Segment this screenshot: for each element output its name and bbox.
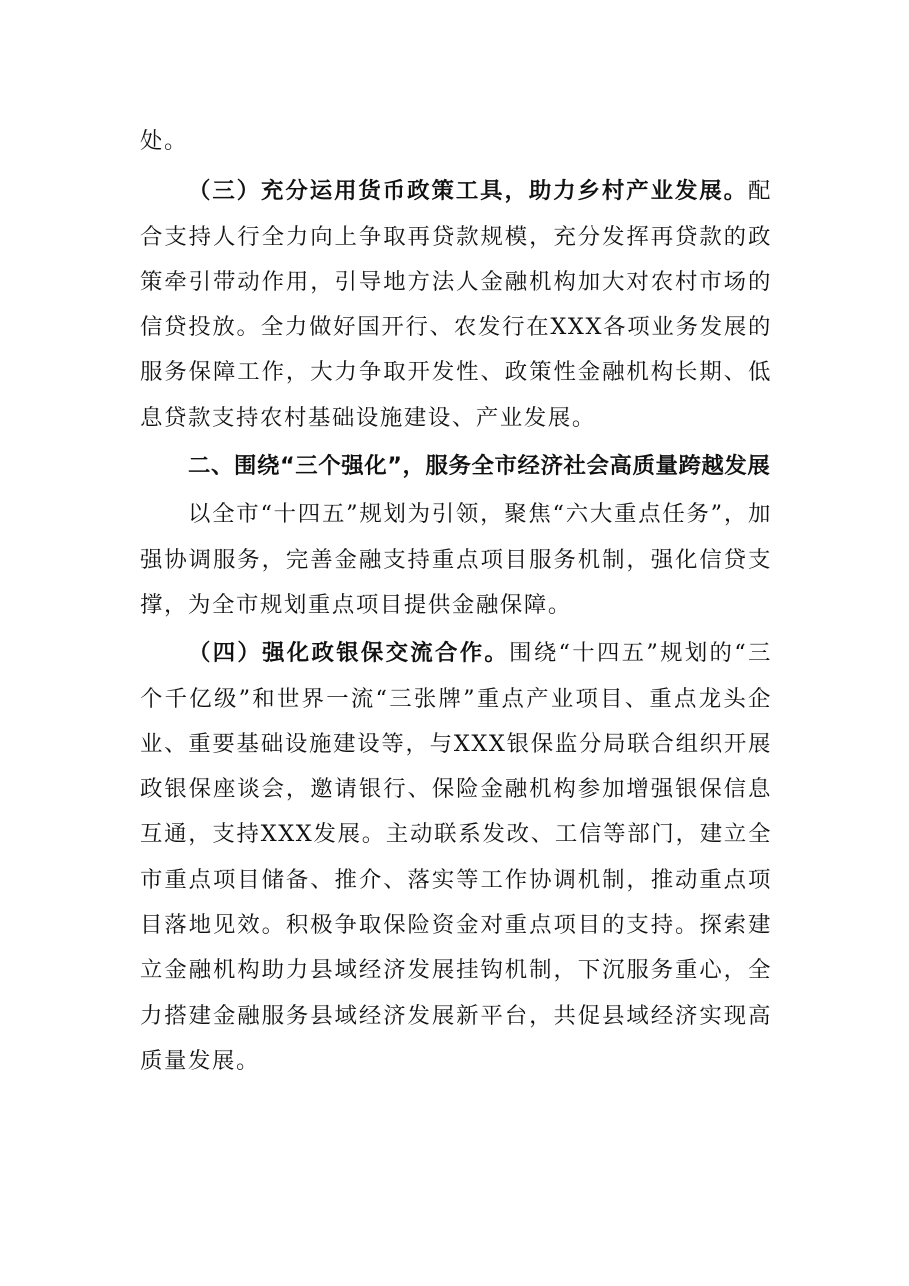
chapter-two-intro-text: 以全市“十四五”规划为引领，聚焦“六大重点任务”，加强协调服务，完善金融支持重点项目服务机制，强化信贷支撑，为全市规划重点项目提供金融保障。 xyxy=(140,501,772,618)
document-page xyxy=(140,119,772,1084)
section-four-lead: （四）强化政银保交流合作。 xyxy=(188,640,510,667)
paragraph-chapter-two-intro xyxy=(140,492,772,628)
section-three-lead: （三）充分运用货币政策工具，助力乡村产业发展。 xyxy=(188,178,748,205)
section-four-body: 围绕“十四五”规划的“三个千亿级”和世界一流“三张牌”重点产业项目、重点龙头企业、重要基础设施建设等，与XXX银保监分局联合组织开展政银保座谈会，邀请银行、保险金融机构参加增强银保信息互通，支持XXX发展。主动联系发改、工信等部门，建立全市重点项目储备、推介、落实等工作协调机制，推动重点项目落地见效。积极争取保险资金对重点项目的支持。探索建立金融机构助力县域经济发展挂钩机制，下沉服务重心，全力搭建金融服务县域经济发展新平台，共促县域经济实现高质量发展。 xyxy=(140,640,772,1074)
paragraph-text: 处。 xyxy=(140,128,188,154)
section-three-body: 配合支持人行全力向上争取再贷款规模，充分发挥再贷款的政策牵引带动作用，引导地方法人金融机构加大对农村市场的信贷投放。全力做好国开行、农发行在XXX各项业务发展的服务保障工作，大力争取开发性、政策性金融机构长期、低息贷款支持农村基础设施建设、产业发展。 xyxy=(140,178,772,431)
paragraph-continuation xyxy=(140,119,772,164)
chapter-two-heading: 二、围绕“三个强化”，服务全市经济社会高质量跨越发展 xyxy=(188,453,771,480)
paragraph-section-three xyxy=(140,169,772,441)
paragraph-section-four xyxy=(140,631,772,1084)
